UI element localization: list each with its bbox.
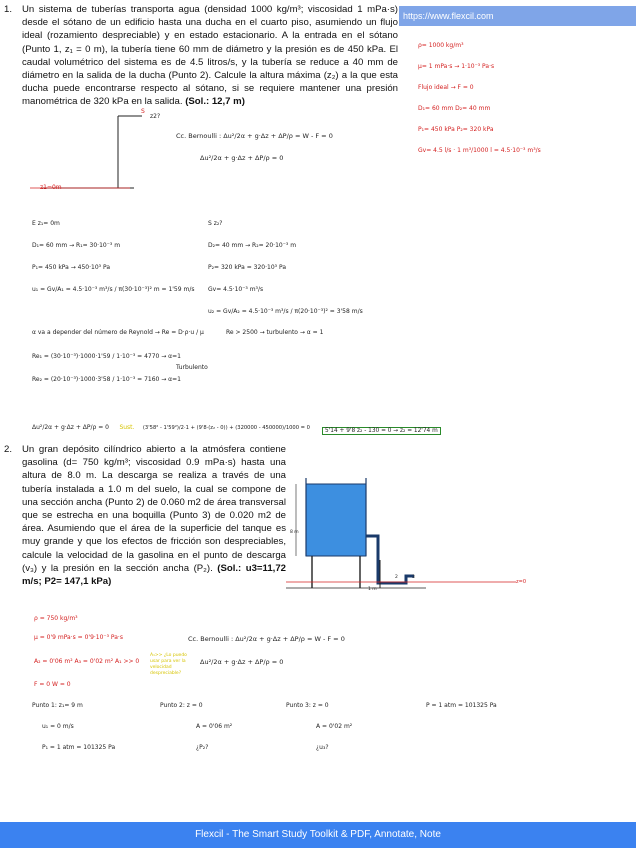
p2-areas: A₂ = 0'06 m² A₃ = 0'02 m² A₁ >> 0: [34, 658, 140, 665]
p2-bernoulli-eq: Cc. Bernoulli : Δu²/2α + g·Δz + ΔP/ρ = W - F = 0: [188, 635, 345, 643]
p2-rho: ρ = 750 kg/m³: [34, 615, 78, 622]
p2-point-1-z: Punto 1: z₁= 9 m: [32, 702, 83, 709]
p2-point-3: [286, 702, 352, 751]
tank-point-2-label: 2: [395, 575, 398, 580]
p1-bernoulli-eq: Cc. Bernoulli : Δu²/2α + g·Δz + ΔP/ρ = W - F = 0: [176, 132, 333, 140]
p1-entry-column: [32, 220, 194, 293]
p2-f-w: F = 0 W = 0: [34, 681, 71, 688]
p1-exit-gv: Gv= 4.5·10⁻³ m³/s: [208, 286, 264, 293]
p2-yellow-note: A₁>> ¿Lo puedo usar para ver la velocidad despreciable?: [150, 653, 187, 676]
tank-point-3-label: 3: [412, 575, 415, 580]
sketch-z2-label: z2?: [150, 113, 161, 120]
p2-patm: P = 1 atm = 101325 Pa: [426, 702, 497, 709]
problem-1-number: 1.: [4, 4, 13, 15]
flexcil-footer-banner[interactable]: Flexcil - The Smart Study Toolkit & PDF, Annotate, Note: [0, 822, 636, 848]
p1-sust-label: Sust.: [119, 424, 135, 431]
p2-mu: μ = 0'9 mPa·s = 0'9·10⁻³ Pa·s: [34, 634, 123, 641]
p2-point-3-z: Punto 3: z = 0: [286, 702, 329, 709]
p1-data-list: [418, 42, 628, 154]
p1-bernoulli-eq-2: Δu²/2α + g·Δz + ΔP/ρ = 0: [200, 154, 284, 162]
problem-2-text: Un gran depósito cilíndrico abierto a la atmósfera contiene gasolina (d= 750 kg/m³; viscosidad 0.9 mPa·s) hasta una altura de 8.0 m. La descarga se realiza a través de una tubería instalada a 1.0 m del suelo, la cual se compone de una sección ancha (Punto 2) de 0.060 m2 de área transversal que se estrecha en una boquilla (Punto 3) de 0.020 m2 de área. Asumiendo que el área de la superficie del tanque es muy grande y que los efectos de fricción son despreciables, calcule la velocidad de la gasolina en el punto de descarga (v₃) y la presión en la sección ancha (P₂).: [22, 444, 286, 574]
p1-reynolds-intro: α va a depender del número de Reynold → Re = D·ρ·u / μ: [32, 329, 204, 336]
p1-exit-column: [208, 220, 363, 315]
p1-data-rho: ρ= 1000 kg/m³: [418, 42, 464, 49]
p2-bernoulli-eq-2: Δu²/2α + g·Δz + ΔP/ρ = 0: [200, 658, 284, 666]
p1-data-ideal: Flujo ideal → F = 0: [418, 84, 474, 91]
p2-point-2-p: ¿P₂?: [196, 744, 209, 751]
flexcil-url-watermark[interactable]: https://www.flexcil.com: [399, 6, 636, 26]
p1-exit-z2: S z₂?: [208, 220, 223, 227]
p2-point-1-u: u₁ = 0 m/s: [42, 723, 74, 730]
p2-point-1-p: P₁ = 1 atm = 101325 Pa: [42, 744, 116, 751]
problem-2-statement: [22, 443, 286, 588]
p1-final-result: 5'14 + 9'8 z₂ - 130 = 0 → z₂ = 12'74 m: [322, 427, 441, 435]
tank-height-label: 8 m: [290, 530, 299, 535]
tank-diagram: [286, 478, 536, 600]
p1-reynolds-2: Re₂ = (20·10⁻³)·1000·3'58 / 1·10⁻³ = 7160 → α=1: [32, 376, 181, 383]
p1-data-flow: Gv= 4.5 l/s · 1 m³/1000 l = 4.5·10⁻³ m³/s: [418, 147, 541, 154]
p1-data-diameters: D₁= 60 mm D₂= 40 mm: [418, 105, 491, 112]
p2-point-3-a: A = 0'02 m²: [316, 723, 353, 730]
p1-data-mu: μ= 1 mPa·s → 1·10⁻³ Pa·s: [418, 63, 495, 70]
p1-entry-d1: D₁= 60 mm → R₁= 30·10⁻³ m: [32, 242, 121, 249]
sketch-z1-label: z1=0m: [40, 184, 62, 191]
p2-point-2-z: Punto 2: z = 0: [160, 702, 203, 709]
p1-entry-p1: P₁= 450 kPa → 450·10³ Pa: [32, 264, 110, 271]
tank-1m-label: 1 m: [368, 587, 377, 592]
sketch-s-label: S: [141, 108, 145, 115]
p2-point-3-u: ¿u₃?: [316, 744, 329, 751]
p1-reynolds-1: Re₁ = (30·10⁻³)·1000·1'59 / 1·10⁻³ = 4770 → α=1: [32, 353, 181, 360]
p2-point-2-a: A = 0'06 m²: [196, 723, 233, 730]
p2-point-1: [32, 702, 115, 751]
problem-1-answer: (Sol.: 12,7 m): [185, 96, 245, 108]
p1-exit-p2: P₂= 320 kPa = 320·10³ Pa: [208, 264, 286, 271]
p1-final-eq: Δu²/2α + g·Δz + ΔP/ρ = 0: [32, 424, 109, 431]
p2-point-2: [160, 702, 232, 751]
p1-entry-z1: E z₁= 0m: [32, 220, 60, 227]
tank-z0-label: z=0: [516, 579, 526, 585]
p1-entry-u1: u₁ = Gv/A₁ = 4.5·10⁻³ m³/s / π(30·10⁻³)² m = 1'59 m/s: [32, 286, 195, 293]
p1-turbulento: Turbulento: [176, 364, 208, 371]
problem-1-statement: [22, 3, 398, 109]
p1-exit-u2: u₂ = Gv/A₂ = 4.5·10⁻³ m³/s / π(20·10⁻³)² = 3'58 m/s: [208, 308, 363, 315]
problem-2-answer: (Sol.: u3=11,72 m/s; P2= 147,1 kPa): [22, 562, 286, 588]
p1-final-sub: (3'58² - 1'59²)/2·1 + (9'8·(z₂ - 0)) + (320000 - 450000)/1000 = 0: [142, 425, 310, 431]
p1-data-pressures: P₁= 450 kPa P₂= 320 kPa: [418, 126, 494, 133]
p1-reynolds-note: Re > 2500 → turbulento → α = 1: [226, 329, 324, 336]
problem-2-number: 2.: [4, 444, 13, 455]
p1-exit-d2: D₂= 40 mm → R₂= 20·10⁻³ m: [208, 242, 297, 249]
problem-1-text: Un sistema de tuberías transporta agua (densidad 1000 kg/m³; viscosidad 1 mPa·s) desde el sótano de un edificio hasta una ducha en el cuarto piso, asumiendo un flujo ideal (rozamiento despreciable) y en estado estacionario. A la entrada en el sótano (Punto 1, z₁ = 0 m), la tubería tiene 60 mm de diámetro y la presión es de 450 kPa. El caudal volumétrico del sistema es de 4.5 litros/s, y la tubería se reduce a 40 mm de diámetro en la salida de la ducha (Punto 2). Calcule la altura máxima (z₂) a la que esta ducha puede encontrarse respecto al sótano, si se requiere mantener una presión manométrica de 320 kPa en la salida.: [22, 4, 398, 108]
